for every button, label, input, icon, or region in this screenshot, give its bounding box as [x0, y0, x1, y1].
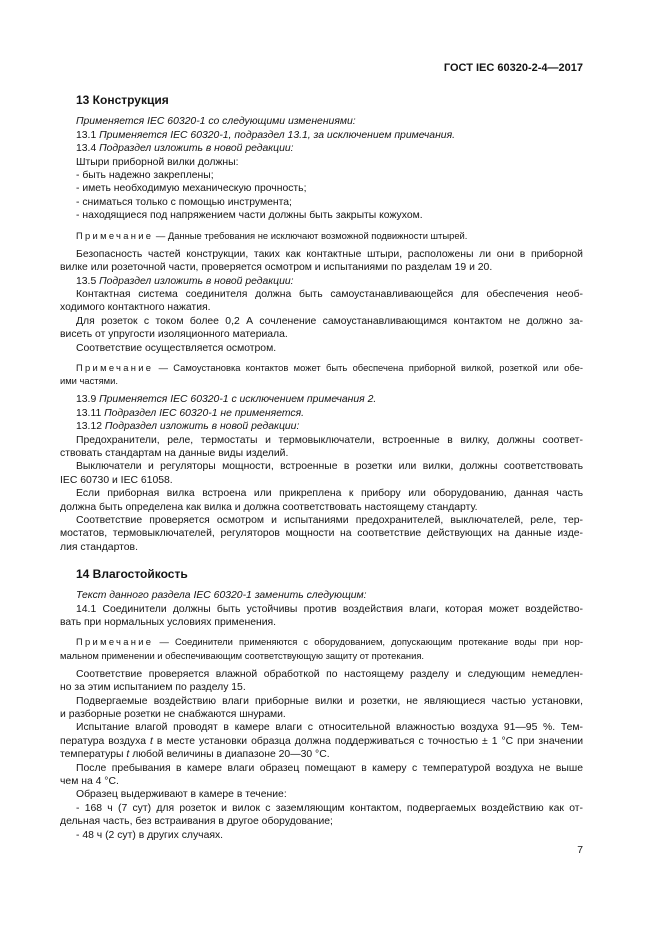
clause-14-1 — [60, 603, 583, 616]
clause-13-5 — [60, 275, 583, 288]
note-label: Примечание — [76, 229, 154, 241]
note-text: — Самоустановка контактов может быть обеспечена приборной вилкой, розеткой или обе- — [158, 361, 584, 373]
section-13-intro: Применяется IEC 60320-1 со следующими изменениями: — [76, 116, 356, 128]
list-item: - иметь необходимую механическую прочность; — [76, 183, 307, 195]
paragraph-line: должна быть определена как вилка и должна соответствовать настоящему стандарту. — [60, 501, 478, 513]
list-item-continuation: дельная часть, без встраивания в другое оборудование; — [60, 816, 333, 828]
compliance-statement: Соответствие осуществляется осмотром. — [76, 342, 277, 354]
note-text-line: ими частями. — [60, 375, 118, 387]
section-13-heading: 13 Конструкция — [76, 93, 169, 107]
clause-text: Подраздел изложить в новой редакции: — [104, 421, 300, 433]
paragraph-line — [60, 748, 583, 761]
note-text: — Данные требования не исключают возможной подвижности штырей. — [155, 229, 468, 241]
paragraph-line: Для розеток с током более 0,2 А сочленение самоустанавливающимся контактом не должно за- — [76, 315, 583, 327]
standard-designation-header: ГОСТ IEC 60320-2-4—2017 — [443, 62, 583, 74]
note-water-protection — [60, 635, 583, 648]
paragraph-line: Подвергаемые воздействию влаги приборные вилки и розетки, не являющиеся частью установки, — [76, 695, 583, 707]
paragraph-line: вилке или розеточной части, проверяется осмотром и испытаниями по разделам 19 и 20. — [60, 262, 493, 274]
paragraph-line: Безопасность частей конструкции, таких как контактные штыри, расположены ли они в приборной — [76, 248, 583, 260]
paragraph-line: После пребывания в камере влаги образец помещают в камеру с температурой воздуха не выше — [76, 762, 583, 774]
clause-number: 13.9 — [76, 394, 97, 406]
paragraph-line: мостатов, термовыключателей, регуляторов мощности на соответствие действующих на данные изде- — [60, 528, 583, 540]
clause-number: 13.5 — [76, 275, 97, 287]
note-pins-mobility — [60, 229, 583, 242]
paragraph-line: висеть от упругости изоляционного материала. — [60, 329, 288, 341]
page-number: 7 — [577, 845, 583, 856]
page-body — [60, 92, 583, 842]
list-item: - сниматься только с помощью инструмента; — [76, 196, 292, 208]
paragraph-line: ходимого контактного нажатия. — [60, 302, 211, 314]
text-segment: в месте установки образца должна поддерживаться с точностью ± 1 °C при значении — [156, 735, 583, 747]
paragraph-line: чем на 4 °C. — [60, 776, 119, 788]
clause-text: Подраздел IEC 60320-1 не применяется. — [104, 407, 305, 419]
clause-number: 14.1 — [76, 603, 97, 615]
clause-number: 13.11 — [76, 407, 102, 419]
clause-number: 13.4 — [76, 143, 97, 155]
paragraph-line: ствовать стандартам на данные виды изделий. — [60, 447, 289, 459]
note-text-line: мальном применении и обеспечивающим соответствующую защиту от протекания. — [60, 649, 424, 661]
list-item: - 48 ч (2 сут) в других случаях. — [76, 829, 224, 841]
paragraph-line: но за этим испытанием по разделу 15. — [60, 682, 246, 694]
clause-text: Применяется IEC 60320-1, подраздел 13.1, за исключением примечания. — [99, 129, 456, 141]
paragraph-line: лия стандартов. — [60, 541, 138, 553]
text-segment: температуры — [60, 749, 124, 761]
clause-13-1 — [60, 129, 583, 142]
paragraph-line: Соответствие проверяется влажной обработкой по настоящему разделу и следующим немедлен- — [76, 668, 583, 680]
clause-text: Применяется IEC 60320-1 с исключением примечания 2. — [99, 394, 377, 406]
paragraph-line: Предохранители, реле, термостаты и термовыключатели, встроенные в вилку, должны соответ- — [76, 434, 583, 446]
note-text: — Соединители применяются с оборудованием, допускающим протекание воды при нор- — [159, 636, 583, 648]
clause-13-12 — [60, 420, 583, 433]
clause-text: Подраздел изложить в новой редакции: — [99, 143, 294, 155]
text-segment: любой величины в диапазоне 20—30 °C. — [132, 749, 330, 761]
note-label: Примечание — [76, 361, 154, 373]
text-segment: пература воздуха — [60, 735, 146, 747]
paragraph-line: Испытание влагой проводят в камере влаги с относительной влажностью воздуха 91—95 %. Тем- — [76, 722, 583, 734]
clause-text: Соединители должны быть устойчивы против воздействия влаги, которая может воздейство- — [102, 603, 584, 615]
paragraph-line: IEC 60730 и IEC 61058. — [60, 474, 173, 486]
temperature-symbol: t — [150, 735, 153, 747]
list-item: - находящиеся под напряжением части должны быть закрыты кожухом. — [76, 210, 423, 222]
note-label: Примечание — [76, 636, 154, 648]
pins-requirements-intro: Штыри приборной вилки должны: — [76, 156, 239, 168]
clause-number: 13.1 — [76, 129, 97, 141]
paragraph-line: Соответствие проверяется осмотром и испытаниями предохранителей, выключателей, реле, тер- — [76, 515, 583, 527]
clause-13-9 — [60, 393, 583, 406]
clause-13-4 — [60, 142, 583, 155]
paragraph-line — [60, 735, 583, 748]
paragraph-line: Контактная система соединителя должна быть самоустанавливающейся для обеспечения необ- — [76, 288, 583, 300]
list-item: - 168 ч (7 сут) для розеток и вилок с заземляющим контактом, подвергаемых воздействию как от- — [76, 802, 583, 814]
paragraph-line: вать при нормальных условиях применения. — [60, 617, 277, 629]
list-item: - быть надежно закреплены; — [76, 169, 214, 181]
clause-text: Подраздел изложить в новой редакции: — [99, 275, 294, 287]
paragraph-line: и разборные розетки не снабжаются шнурами. — [60, 709, 286, 721]
section-14-intro: Текст данного раздела IEC 60320-1 заменить следующим: — [76, 590, 367, 602]
section-14-heading: 14 Влагостойкость — [76, 566, 188, 581]
clause-number: 13.12 — [76, 421, 103, 433]
paragraph-line: Если приборная вилка встроена или прикреплена к прибору или оборудованию, данная часть — [76, 488, 583, 500]
paragraph-line: Выключатели и регуляторы мощности, встроенные в розетки или вилки, должны соответствовать — [76, 461, 583, 473]
note-self-alignment — [60, 361, 583, 374]
clause-13-11 — [60, 407, 583, 420]
temperature-symbol: t — [126, 749, 130, 761]
hold-duration-intro: Образец выдерживают в камере в течение: — [76, 789, 287, 801]
